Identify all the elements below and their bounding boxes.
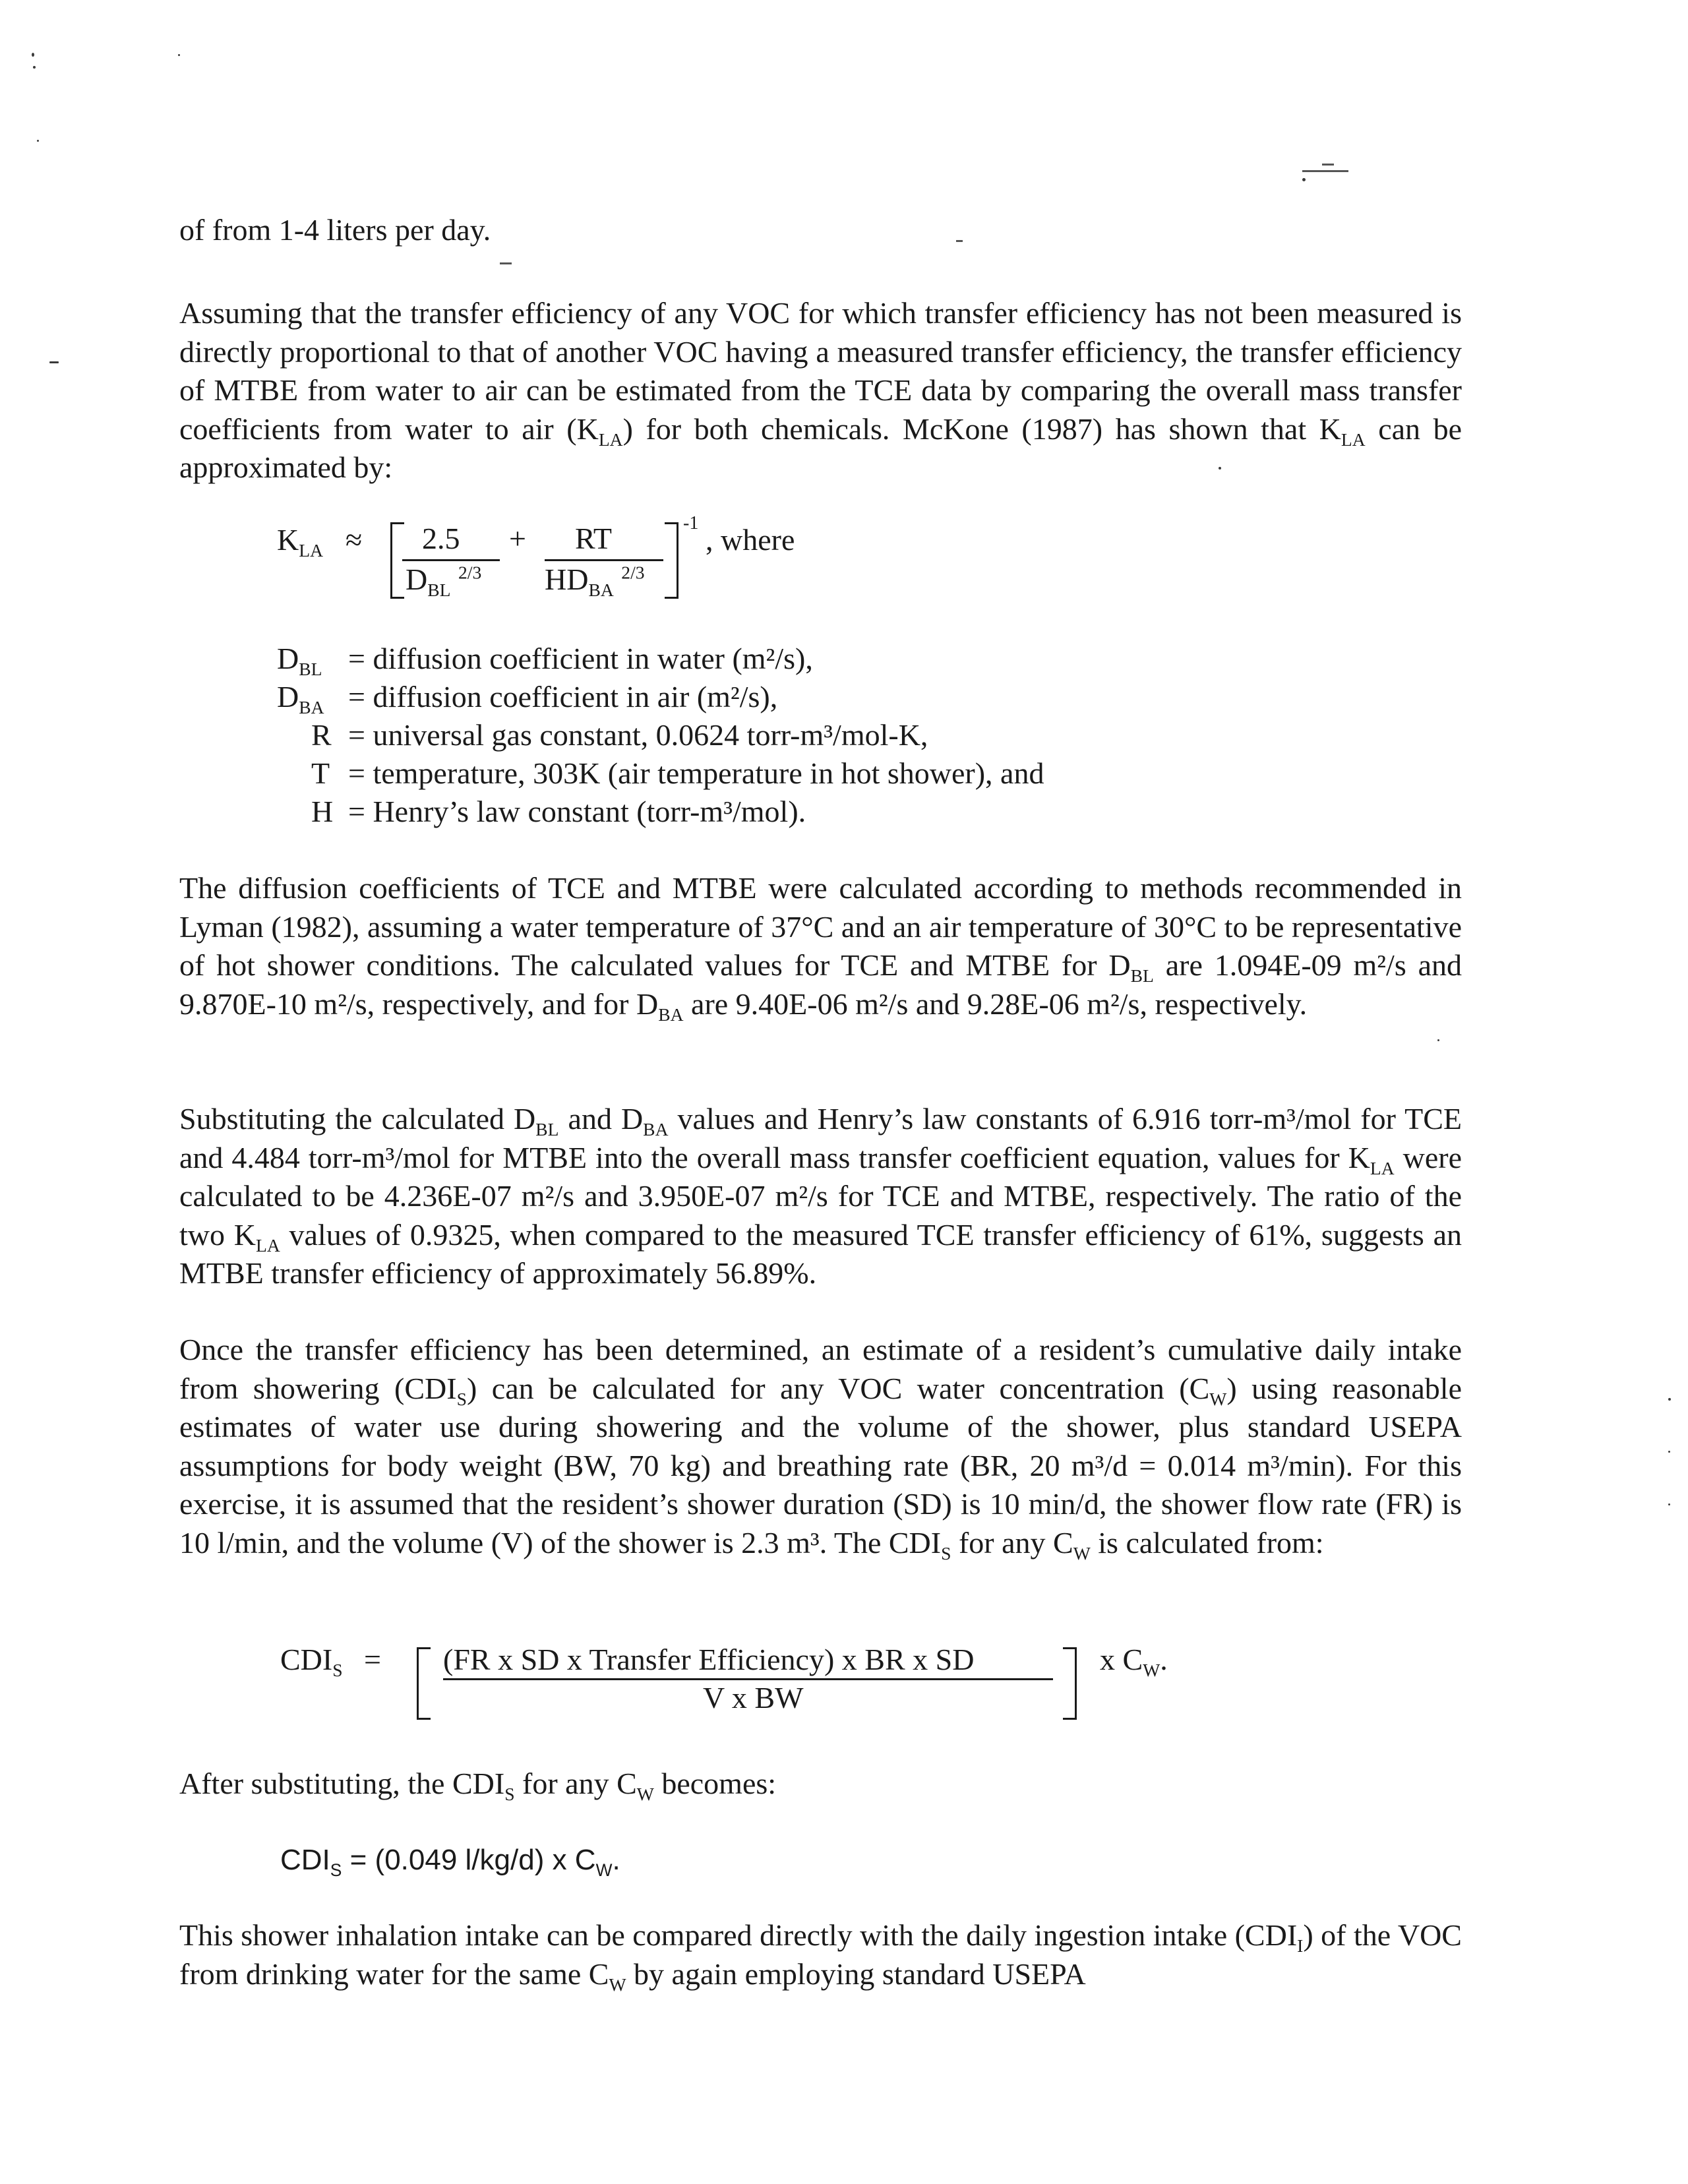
paragraph-ingestion-comparison: This shower inhalation intake can be compared directly with the daily ingestion intake $(CDI_I)$ of the VOC from drinking water for the same $C_W$ by again employing standard USEPA	[179, 1918, 1462, 1995]
fraction-bar-2	[545, 559, 663, 561]
left-bracket	[417, 1647, 431, 1720]
scan-speck	[37, 140, 39, 142]
fraction-denominator-1: $D_{BL}$ $^{2/3}$	[406, 562, 482, 601]
plus-sign: +	[509, 522, 526, 555]
definition-text: = temperature, 303K (air temperature in hot shower), and	[348, 756, 1044, 790]
scan-mark	[956, 240, 963, 242]
equation-cdi-result: $CDI_S = (0.049$ l/kg/d) x $C_W$.	[280, 1844, 620, 1880]
where-label: , where	[706, 523, 795, 557]
scan-speck	[1437, 1039, 1439, 1041]
definition-symbol: R	[311, 718, 332, 752]
fraction-numerator-1: 2.5	[422, 522, 460, 555]
definition-text: = universal gas constant, 0.0624 torr-m³/mol-K,	[348, 718, 928, 752]
scan-speck	[1668, 1503, 1670, 1505]
scan-speck	[33, 66, 36, 69]
scan-mark	[500, 262, 512, 264]
power-exponent: -1	[683, 513, 699, 533]
equation-cdi-lhs: $CDI_S$	[280, 1643, 343, 1681]
fraction-numerator: (FR x SD x Transfer Efficiency) x BR x SD	[443, 1643, 975, 1676]
definition-symbol: T	[311, 756, 330, 790]
scan-speck	[32, 53, 34, 57]
paragraph-cdi-estimate: Once the transfer efficiency has been determined, an estimate of a resident’s cumulative daily intake from showering $(CDI_S)$ can be calculated for any VOC water concentration $(C_W)$ using reasonable estimates of water use during showering and the volume of the shower, plus standard USEPA assumptions for body weight (BW, 70 kg) and breathing rate (BR, 20 m³/d = 0.014 m³/min). For this exercise, it is assumed that the resident’s shower duration (SD) is 10 min/d, the shower flow rate (FR) is 10 l/min, and the volume (V) of the shower is 2.3 m³. The $CDI_S$ for any $C_W$ is calculated from:	[179, 1333, 1462, 1563]
scan-speck	[49, 361, 59, 363]
scan-speck	[1668, 1451, 1670, 1453]
approx-symbol: ≈	[346, 523, 363, 557]
scan-mark	[1302, 170, 1348, 172]
definition-text: = diffusion coefficient in water (m²/s),	[348, 642, 813, 675]
equation-kla-lhs: $K_{LA}$	[277, 523, 324, 561]
paragraph-after-substituting: After substituting, the $CDI_S$ for any $C_W$ becomes:	[179, 1767, 777, 1805]
right-bracket	[665, 522, 678, 599]
scan-speck	[178, 54, 180, 56]
definition-symbol: $D_{BL}$	[277, 642, 322, 680]
fraction-numerator-2: RT	[575, 522, 613, 555]
definition-text: = Henry’s law constant (torr-m³/mol).	[348, 795, 806, 828]
fraction-denominator: V x BW	[703, 1681, 804, 1714]
fraction-bar-1	[402, 559, 500, 561]
paragraph-diffusion-coefficients: The diffusion coefficients of TCE and MTBE were calculated according to methods recommended in Lyman (1982), assuming a water temperature of 37°C and an air temperature of 30°C to be representative of hot shower conditions. The calculated values for TCE and MTBE for $D_{BL}$ are 1.094E-09 m²/s and 9.870E-10 m²/s, respectively, and for $D_{BA}$ are 9.40E-06 m²/s and 9.28E-06 m²/s, respectively.	[179, 871, 1462, 1025]
definition-text: = diffusion coefficient in air (m²/s),	[348, 680, 778, 713]
scan-mark	[1322, 164, 1334, 166]
scan-speck	[1302, 178, 1306, 181]
right-bracket	[1063, 1647, 1077, 1720]
scan-speck	[1668, 1398, 1671, 1401]
definition-symbol: H	[311, 795, 334, 828]
definition-symbol: $D_{BA}$	[277, 680, 324, 718]
equation-cdi-tail: x $C_W$.	[1100, 1643, 1168, 1681]
fraction-denominator-2: $HD_{BA}$ $^{2/3}$	[545, 562, 645, 601]
paragraph-transfer-efficiency: Assuming that the transfer efficiency of any VOC for which transfer efficiency has not been measured is directly proportional to that of another VOC having a measured transfer efficiency, the transfer efficiency of MTBE from water to air can be estimated from the TCE data by comparing the overall mass transfer coefficients from water to air $(K_{LA})$ for both chemicals. McKone (1987) has shown that $K_{LA}$ can be approximated by:	[179, 296, 1462, 484]
text-line-intro: of from 1-4 liters per day.	[179, 213, 491, 247]
equals-sign: =	[364, 1643, 381, 1676]
paragraph-substitution: Substituting the calculated $D_{BL}$ and $D_{BA}$ values and Henry’s law constants of 6.916 torr-m³/mol for TCE and 4.484 torr-m³/mol for MTBE into the overall mass transfer coefficient equation, values for $K_{LA}$ were calculated to be 4.236E-07 m²/s and 3.950E-07 m²/s for TCE and MTBE, respectively. The ratio of the two $K_{LA}$ values of 0.9325, when compared to the measured TCE transfer efficiency of 61%, suggests an MTBE transfer efficiency of approximately 56.89%.	[179, 1102, 1462, 1290]
